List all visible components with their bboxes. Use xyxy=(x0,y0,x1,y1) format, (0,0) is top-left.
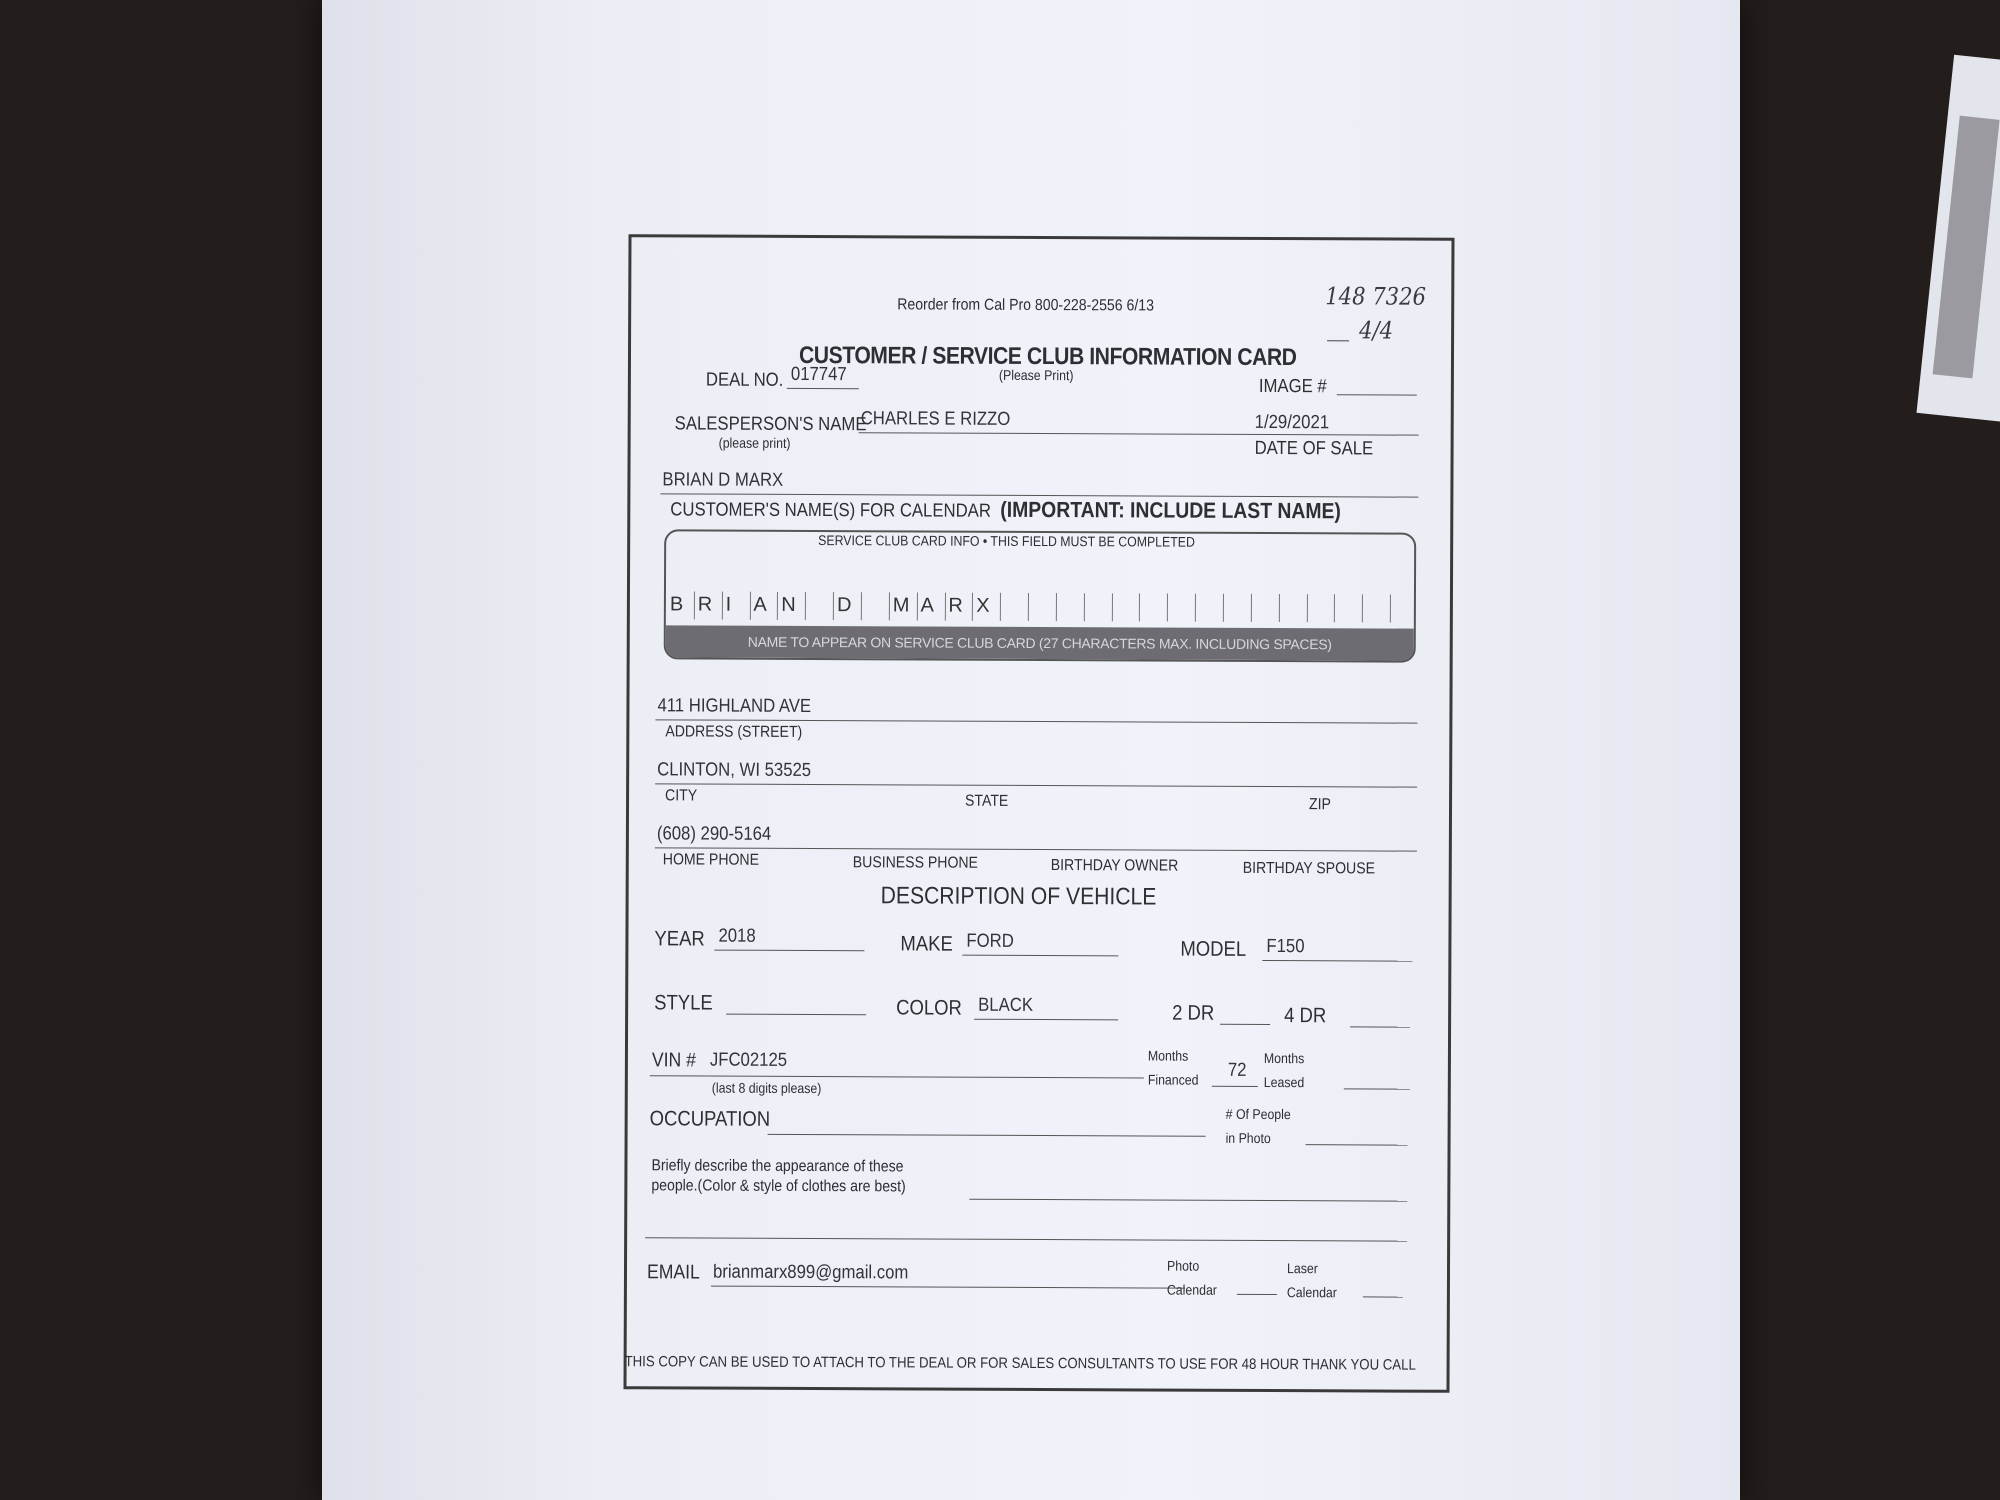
cell-divider xyxy=(889,592,890,620)
two-door-field[interactable] xyxy=(1220,1024,1270,1025)
laser-calendar-field[interactable] xyxy=(1363,1296,1403,1297)
club-card-letter: I xyxy=(725,593,732,616)
make-label: MAKE xyxy=(900,932,953,956)
describe-field-2[interactable] xyxy=(645,1237,1407,1241)
salesperson-label: SALESPERSON'S NAME xyxy=(674,413,867,436)
service-club-band: NAME TO APPEAR ON SERVICE CLUB CARD (27 CHARACTERS MAX. INCLUDING SPACES) xyxy=(666,625,1414,660)
birthday-owner-label: BIRTHDAY OWNER xyxy=(1050,857,1179,875)
club-card-letter: R xyxy=(948,594,963,617)
email-label: EMAIL xyxy=(646,1261,700,1284)
cell-divider xyxy=(1028,593,1029,621)
club-card-letter: A xyxy=(920,594,934,617)
cell-divider xyxy=(1306,594,1307,622)
occupation-label: OCCUPATION xyxy=(649,1107,771,1131)
handwritten-fraction: 4/4 xyxy=(1359,316,1394,345)
people-in-photo-field[interactable] xyxy=(1306,1144,1408,1145)
image-no-label: IMAGE # xyxy=(1258,375,1327,398)
make-value[interactable]: FORD xyxy=(966,930,1014,952)
model-label: MODEL xyxy=(1180,937,1247,961)
cell-divider xyxy=(1390,595,1391,623)
club-card-letter: A xyxy=(753,593,767,616)
laser-calendar-label-2: Calendar xyxy=(1286,1284,1337,1301)
customer-names-label: CUSTOMER'S NAME(S) FOR CALENDAR xyxy=(670,499,991,522)
describe-field[interactable] xyxy=(969,1199,1407,1202)
vin-note: (last 8 digits please) xyxy=(711,1079,822,1097)
club-card-letter: M xyxy=(892,594,910,617)
photo-calendar-label-1: Photo xyxy=(1166,1257,1200,1274)
style-label: STYLE xyxy=(654,991,713,1015)
cell-divider xyxy=(694,591,695,619)
cell-divider xyxy=(805,592,806,620)
please-print-note: (Please Print) xyxy=(998,366,1074,384)
year-label: YEAR xyxy=(654,927,705,951)
vin-value[interactable]: JFC02125 xyxy=(709,1049,788,1071)
laser-calendar-label-1: Laser xyxy=(1286,1260,1318,1277)
include-last-name-note: (IMPORTANT: INCLUDE LAST NAME) xyxy=(1000,496,1341,524)
cell-divider xyxy=(1279,594,1280,622)
home-phone-label: HOME PHONE xyxy=(662,851,760,869)
date-of-sale-value[interactable]: 1/29/2021 xyxy=(1254,411,1330,434)
service-club-box xyxy=(664,529,1417,662)
vehicle-heading: DESCRIPTION OF VEHICLE xyxy=(880,882,1157,911)
cell-divider xyxy=(972,593,973,621)
months-financed-label-1: Months xyxy=(1147,1047,1189,1064)
footer-note: THIS COPY CAN BE USED TO ATTACH TO THE DEAL OR FOR SALES CONSULTANTS TO USE FOR 48 HOUR THANK YOU CALL xyxy=(624,1353,1416,1374)
cell-divider xyxy=(1056,593,1057,621)
cell-divider xyxy=(916,592,917,620)
months-financed-label-2: Financed xyxy=(1147,1071,1199,1088)
cell-divider xyxy=(833,592,834,620)
vin-label: VIN # xyxy=(651,1049,696,1072)
birthday-spouse-label: BIRTHDAY SPOUSE xyxy=(1242,859,1376,878)
cell-divider xyxy=(861,592,862,620)
people-in-photo-label-1: # Of People xyxy=(1225,1105,1291,1123)
months-leased-label-2: Leased xyxy=(1263,1073,1305,1091)
customer-names-value[interactable]: BRIAN D MARX xyxy=(662,469,784,491)
months-financed-value[interactable]: 72 xyxy=(1227,1059,1247,1081)
cell-divider xyxy=(1251,594,1252,622)
four-door-label: 4 DR xyxy=(1284,1004,1327,1028)
character-cells[interactable] xyxy=(666,591,1414,622)
deal-no-value[interactable]: 017747 xyxy=(790,363,847,386)
four-door-field[interactable] xyxy=(1350,1026,1410,1027)
reorder-text: Reorder from Cal Pro 800-228-2556 6/13 xyxy=(897,296,1154,315)
cell-divider xyxy=(1000,593,1001,621)
photo-calendar-field[interactable] xyxy=(1237,1294,1277,1295)
year-value[interactable]: 2018 xyxy=(718,925,756,947)
color-label: COLOR xyxy=(896,996,962,1020)
club-card-letter: D xyxy=(836,594,852,617)
months-leased-field[interactable] xyxy=(1344,1088,1410,1089)
street-label: ADDRESS (STREET) xyxy=(665,723,803,741)
email-value[interactable]: brianmarx899@gmail.com xyxy=(712,1261,909,1284)
describe-label-2: people.(Color & style of clothes are best) xyxy=(651,1177,906,1196)
state-label: STATE xyxy=(965,792,1009,810)
home-phone-value[interactable]: (608) 290-5164 xyxy=(656,823,772,845)
cell-divider xyxy=(1195,594,1196,622)
people-in-photo-label-2: in Photo xyxy=(1225,1129,1271,1147)
service-club-heading: SERVICE CLUB CARD INFO • THIS FIELD MUST BE COMPLETED xyxy=(818,532,1195,550)
street-value[interactable]: 411 HIGHLAND AVE xyxy=(657,695,812,718)
cell-divider xyxy=(1362,594,1363,622)
zip-label: ZIP xyxy=(1309,796,1331,814)
cell-divider xyxy=(1111,593,1112,621)
two-door-label: 2 DR xyxy=(1172,1001,1215,1025)
cell-divider xyxy=(944,593,945,621)
model-value[interactable]: F150 xyxy=(1266,935,1305,958)
salesperson-value[interactable]: CHARLES E RIZZO xyxy=(860,408,1011,430)
handwritten-number: 148 7326 xyxy=(1325,282,1427,311)
photo-calendar-label-2: Calendar xyxy=(1166,1281,1217,1298)
city-value[interactable]: CLINTON, WI 53525 xyxy=(657,759,812,782)
cell-divider xyxy=(722,592,723,620)
deal-no-label: DEAL NO. xyxy=(705,369,784,391)
business-phone-label: BUSINESS PHONE xyxy=(852,854,979,872)
months-leased-label-1: Months xyxy=(1263,1049,1305,1067)
paper-scrap xyxy=(1917,55,2000,426)
date-of-sale-label: DATE OF SALE xyxy=(1254,437,1374,460)
city-label: CITY xyxy=(665,787,698,805)
club-card-letter: X xyxy=(976,594,990,617)
information-card xyxy=(623,234,1454,1393)
cell-divider xyxy=(777,592,778,620)
club-card-letter: R xyxy=(697,593,713,616)
card-title: CUSTOMER / SERVICE CLUB INFORMATION CARD xyxy=(798,341,1297,372)
salesperson-sublabel: (please print) xyxy=(718,434,791,451)
cell-divider xyxy=(1139,593,1140,621)
cell-divider xyxy=(749,592,750,620)
color-value[interactable]: BLACK xyxy=(978,994,1034,1016)
cell-divider xyxy=(1223,594,1224,622)
describe-label-1: Briefly describe the appearance of these xyxy=(651,1157,904,1176)
cell-divider xyxy=(1334,594,1335,622)
club-card-letter: N xyxy=(781,593,796,616)
cell-divider xyxy=(1084,593,1085,621)
cell-divider xyxy=(1167,594,1168,622)
club-card-letter: B xyxy=(669,593,684,616)
occupation-field[interactable] xyxy=(768,1134,1206,1137)
